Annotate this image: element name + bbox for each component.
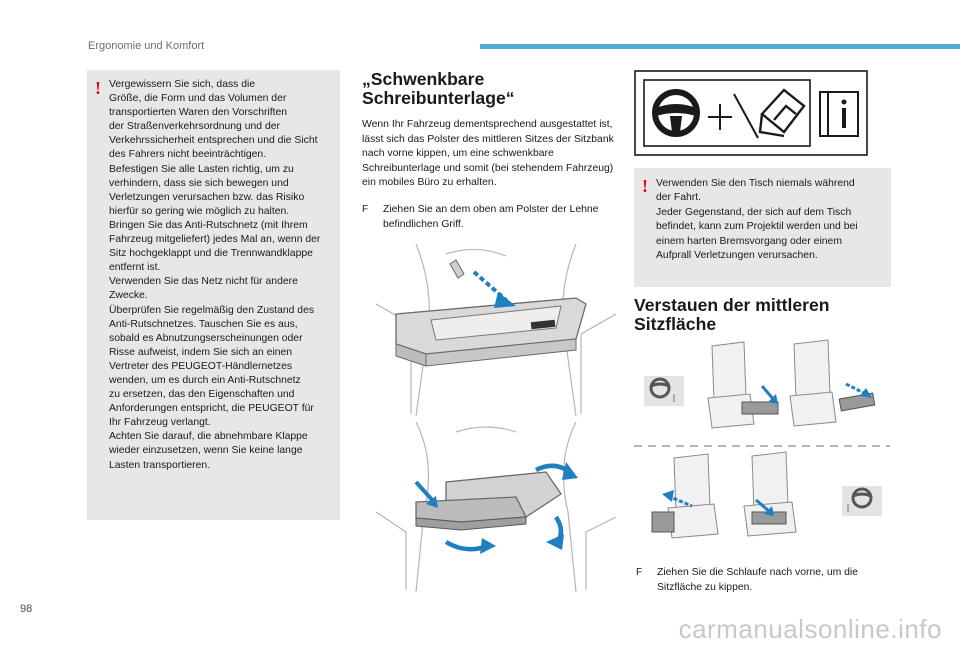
page-number: 98 <box>20 603 33 615</box>
seat-step-instruction <box>636 566 886 595</box>
steering-wheel-badge-icon <box>842 486 882 516</box>
illustration-seat-fold <box>634 336 890 558</box>
step-marker: F <box>362 204 369 215</box>
watermark: carmanualsonline.info <box>678 614 942 644</box>
section-header-label: Ergonomie und Komfort <box>88 40 205 52</box>
steering-wheel-badge-icon <box>644 376 684 406</box>
warning-text-load-safety: Vergewissern Sie sich, dass die Größe, die Form und das Volumen der transportierten Waren den Vorschriften der Straßenverkehrsordnung und der Verkehrssicherheit entsprechen und die Sicht des Fahrers nicht beeinträchtigen. Befestigen Sie alle Lasten richtig, um zu verhindern, dass sie sich bewegen und Verletzungen verursachen bzw. das Risiko hierfür so gering wie möglich zu halten. Bringen Sie das Anti-Rutschnetz (mit Ihrem Fahrzeug mitgeliefert) jedes Mal an, wenn der Sitz hochgeklappt und die Trennwandklappe entfernt ist. Verwenden Sie das Netz nicht für andere Zwecke. Überprüfen Sie regelmäßig den Zustand des Anti-Rutschnetzes. Tauschen Sie es aus, sobald es Abnutzungserscheinungen oder Risse aufweist, indem Sie sich an einen Vertreter des PEUGEOT-Händlernetzes wenden, um es durch ein Anti-Rutschnetz zu ersetzen, das den Eigenschaften und Anforderungen entspricht, die PEUGEOT für Ihr Fahrzeug verlangt. Achten Sie darauf, die abnehmbare Klappe wieder einzusetzen, wenn Sie keine lange Lasten transportieren. <box>109 79 321 471</box>
header-accent-bar <box>480 44 960 49</box>
desk-step-text: Ziehen Sie an dem oben am Polster der Lehne befindlichen Griff. <box>383 204 599 230</box>
step-marker: F <box>636 567 643 578</box>
section-title-desk: „Schwenkbare Schreibunterlage“ <box>362 69 515 108</box>
illustration-desk-unfolded <box>376 422 616 592</box>
section-title-seat: Verstauen der mittleren Sitzfläche <box>634 295 830 334</box>
desk-step-instruction <box>362 203 620 232</box>
pictogram-airbag-warning <box>634 70 868 156</box>
illustration-desk-pull <box>376 244 616 416</box>
warning-box-table-driving <box>634 168 891 287</box>
exclamation-warning-icon: ! <box>95 78 101 98</box>
seat-step-text: Ziehen Sie die Schlaufe nach vorne, um die Sitzfläche zu kippen. <box>657 567 859 593</box>
exclamation-warning-icon: ! <box>642 176 648 196</box>
warning-box-load-safety <box>87 70 340 520</box>
desk-intro-text: Wenn Ihr Fahrzeug dementsprechend ausgestattet ist, lässt sich das Polster des mittleren Sitzes der Sitzbank nach vorne kippen, um eine schwenkbare Schreibunterlage und somit (bei stehendem Fahrzeug) ein mobiles Büro zu erhalten. <box>362 119 614 189</box>
warning-text-table-driving: Verwenden Sie den Tisch niemals während der Fahrt. Jeder Gegenstand, der sich auf dem Tisch befindet, kann zum Projektil werden und bei einem harten Bremsvorgang oder einem Aufprall Verletzungen verursachen. <box>656 178 858 262</box>
info-icon <box>842 100 847 129</box>
